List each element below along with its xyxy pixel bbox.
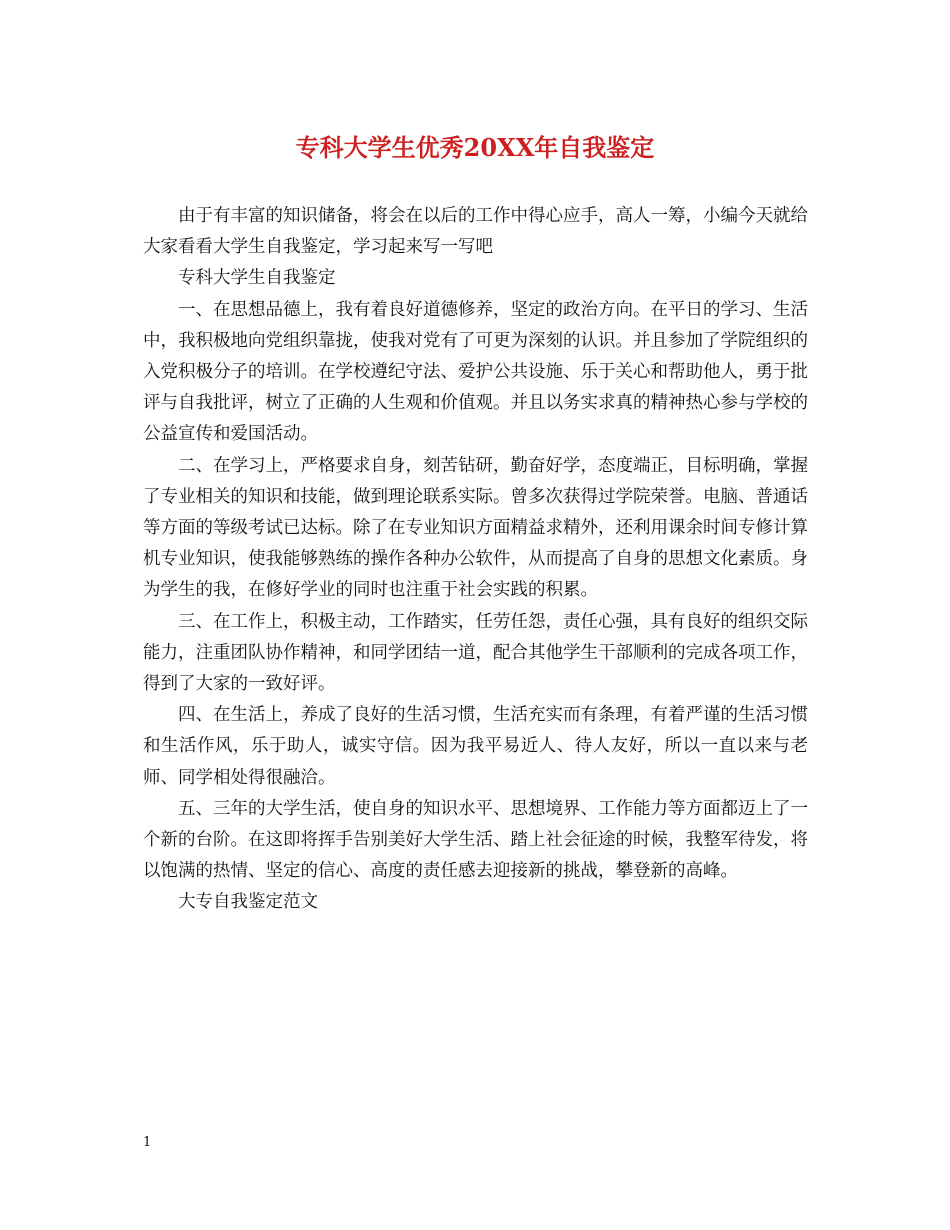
- document-title: 专科大学生优秀20XX年自我鉴定: [295, 133, 655, 162]
- paragraph-life: 四、在生活上，养成了良好的生活习惯，生活充实而有条理，有着严谨的生活习惯和生活作风，乐于助人，诚实守信。因为我平易近人、待人友好，所以一直以来与老师、同学相处得很融洽。: [143, 705, 808, 788]
- section-heading-sample: 大专自我鉴定范文: [178, 892, 318, 913]
- section-heading: 专科大学生自我鉴定: [178, 268, 336, 289]
- paragraph-summary: 五、三年的大学生活，使自身的知识水平、思想境界、工作能力等方面都迈上了一个新的台阶。在这即将挥手告别美好大学生活、踏上社会征途的时候，我整军待发，将以饱满的热情、坚定的信心、高度的责任感去迎接新的挑战，攀登新的高峰。: [143, 798, 808, 882]
- document-body: [143, 201, 808, 919]
- page-number: 1: [143, 1135, 152, 1150]
- intro-paragraph: 由于有丰富的知识储备，将会在以后的工作中得心应手，高人一筹，小编今天就给大家看看大学生自我鉴定，学习起来写一写吧: [143, 206, 808, 258]
- paragraph-moral: 一、在思想品德上，我有着良好道德修养，坚定的政治方向。在平日的学习、生活中，我积极地向党组织靠拢，使我对党有了可更为深刻的认识。并且参加了学院组织的入党积极分子的培训。在学校遵纪守法、爱护公共设施、乐于关心和帮助他人，勇于批评与自我批评，树立了正确的人生观和价值观。并且以务实求真的精神热心参与学校的公益宣传和爱国活动。: [143, 299, 808, 445]
- paragraph-study: 二、在学习上，严格要求自身，刻苦钻研，勤奋好学，态度端正，目标明确，掌握了专业相关的知识和技能，做到理论联系实际。曾多次获得过学院荣誉。电脑、普通话等方面的等级考试已达标。除了在专业知识方面精益求精外，还利用课余时间专修计算机专业知识，使我能够熟练的操作各种办公软件，从而提高了自身的思想文化素质。身为学生的我，在修好学业的同时也注重于社会实践的积累。: [143, 455, 808, 601]
- paragraph-work: 三、在工作上，积极主动，工作踏实，任劳任怨，责任心强，具有良好的组织交际能力，注重团队协作精神，和同学团结一道，配合其他学生干部顺利的完成各项工作，得到了大家的一致好评。: [143, 611, 808, 695]
